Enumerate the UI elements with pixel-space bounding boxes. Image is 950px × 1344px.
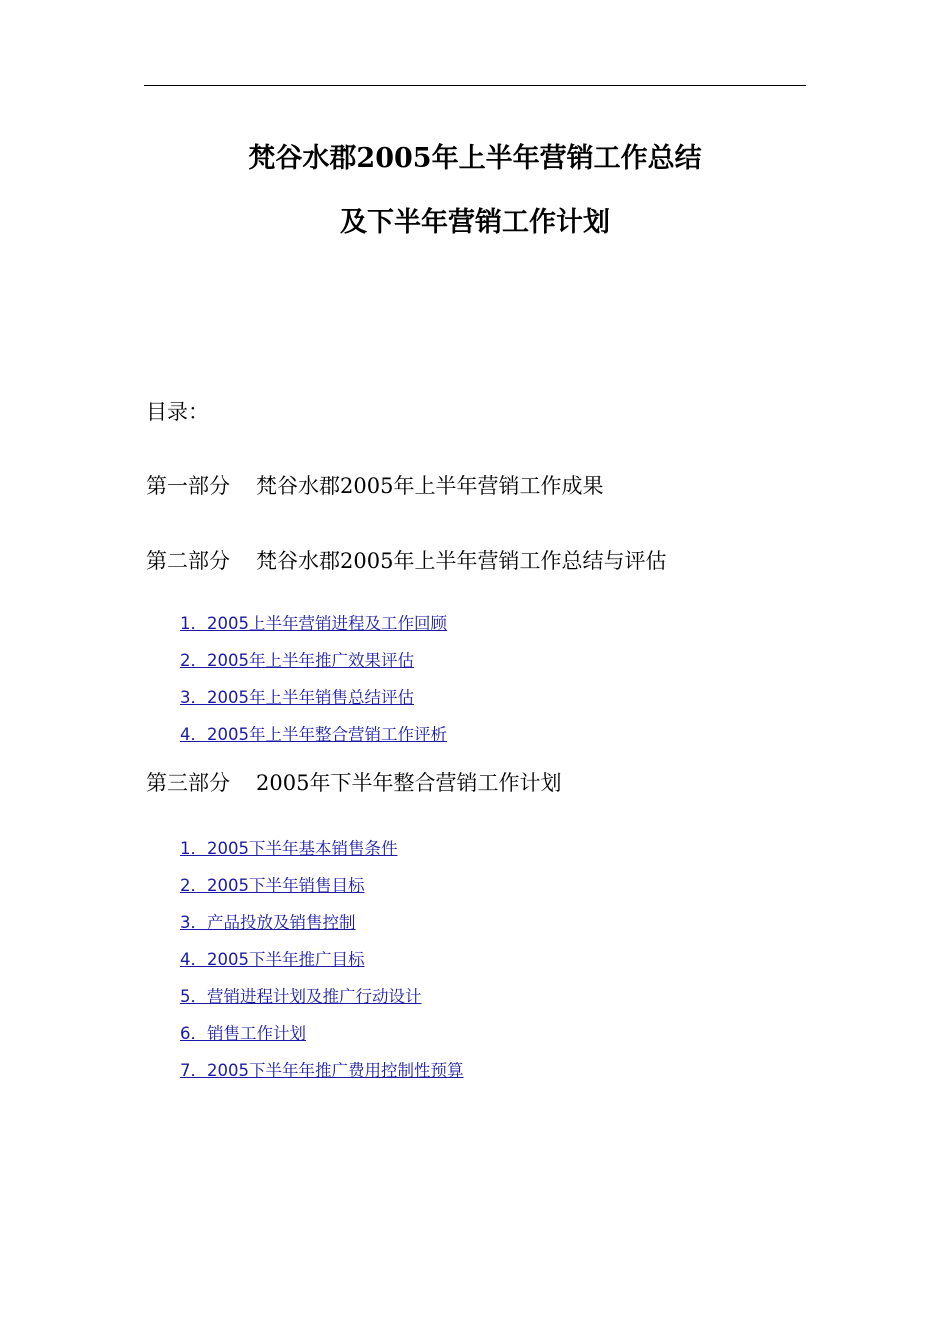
toc-part-1	[146, 470, 603, 500]
part-number: 第三部分	[146, 771, 230, 795]
document-title-line2: 及下半年营销工作计划	[340, 207, 610, 238]
part-number: 第一部分	[146, 474, 230, 498]
toc-link-part2-item1[interactable]: 1．2005上半年营销进程及工作回顾	[180, 614, 447, 633]
document-title-line1: 梵谷水郡2005年上半年营销工作总结	[248, 143, 702, 174]
toc-link-part3-item4[interactable]: 4．2005下半年推广目标	[180, 950, 365, 969]
toc-part-3	[146, 767, 561, 797]
toc-heading: 目录：	[146, 400, 209, 424]
toc-link-part3-item6[interactable]: 6．销售工作计划	[180, 1024, 306, 1043]
toc-link-part3-item2[interactable]: 2．2005下半年销售目标	[180, 876, 365, 895]
part-title: 梵谷水郡2005年上半年营销工作成果	[256, 474, 604, 498]
toc-link-part3-item7[interactable]: 7．2005下半年年推广费用控制性预算	[180, 1061, 464, 1080]
part-title: 2005年下半年整合营销工作计划	[256, 771, 562, 795]
toc-link-part2-item4[interactable]: 4．2005年上半年整合营销工作评析	[180, 725, 447, 744]
toc-link-part2-item2[interactable]: 2．2005年上半年推广效果评估	[180, 651, 414, 670]
toc-link-part3-item1[interactable]: 1．2005下半年基本销售条件	[180, 839, 398, 858]
toc-link-part3-item5[interactable]: 5．营销进程计划及推广行动设计	[180, 987, 422, 1006]
toc-part-2	[146, 545, 666, 575]
toc-link-part3-item3[interactable]: 3．产品投放及销售控制	[180, 913, 356, 932]
toc-link-part2-item3[interactable]: 3．2005年上半年销售总结评估	[180, 688, 414, 707]
header-rule	[144, 85, 806, 86]
part-title: 梵谷水郡2005年上半年营销工作总结与评估	[256, 549, 667, 573]
part-number: 第二部分	[146, 549, 230, 573]
